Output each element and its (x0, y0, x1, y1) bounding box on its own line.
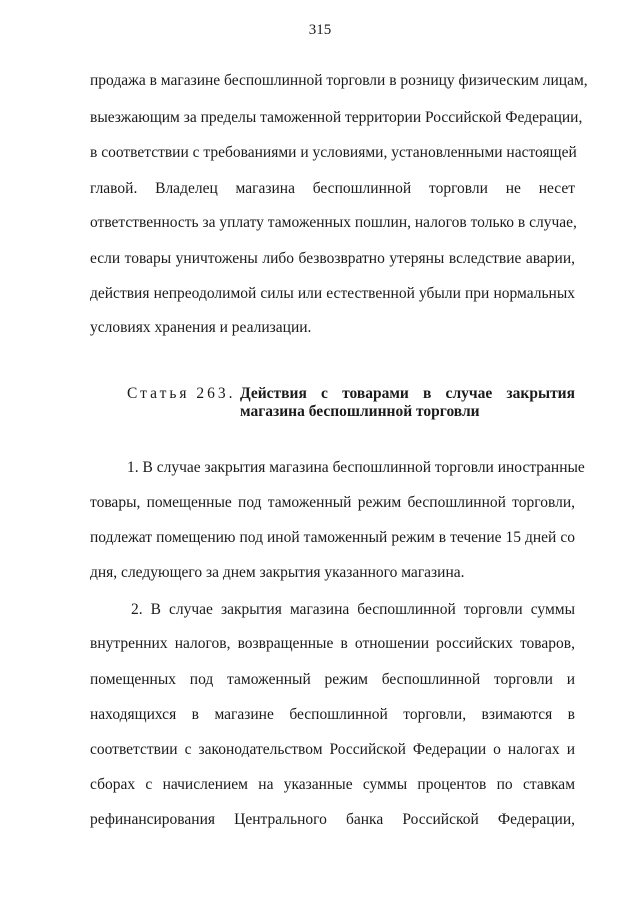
article-title (240, 385, 575, 421)
paragraph-line: рефинансирования Центрального банка Российской Федерации, (90, 811, 575, 828)
paragraph-line: сборах с начислением на указанные суммы процентов по ставкам (90, 776, 575, 793)
paragraph-line: в соответствии с требованиями и условиями, установленными настоящей (90, 144, 577, 161)
paragraph-line: главой. Владелец магазина беспошлинной торговли не несет (90, 180, 575, 197)
paragraph-line: действия непреодолимой силы или естественной убыли при нормальных (90, 285, 575, 302)
paragraph-line: соответствии с законодательством Российской Федерации о налогах и (90, 741, 575, 758)
paragraph-line: условиях хранения и реализации. (90, 319, 312, 336)
paragraph-line: 1. В случае закрытия магазина беспошлинной торговли иностранные (127, 459, 585, 476)
paragraph-line: выезжающим за пределы таможенной территории Российской Федерации, (90, 109, 583, 126)
paragraph-line: помещенных под таможенный режим беспошлинной торговли и (90, 671, 575, 688)
article-title-line: Действия с товарами в случае закрытия (240, 385, 575, 402)
paragraph-line: находящихся в магазине беспошлинной торговли, взимаются в (90, 706, 575, 723)
paragraph-line: подлежат помещению под иной таможенный режим в течение 15 дней со (90, 529, 575, 546)
paragraph-line: дня, следующего за днем закрытия указанного магазина. (90, 564, 465, 581)
paragraph-line: 2. В случае закрытия магазина беспошлинной торговли суммы (131, 601, 575, 618)
paragraph-line: товары, помещенные под таможенный режим беспошлинной торговли, (90, 494, 575, 511)
article-title-line: магазина беспошлинной торговли (240, 403, 480, 420)
paragraph-line: внутренних налогов, возвращенные в отношении российских товаров, (90, 635, 575, 652)
paragraph-line: ответственность за уплату таможенных пошлин, налогов только в случае, (90, 214, 577, 231)
paragraph-line: продажа в магазине беспошлинной торговли в розницу физическим лицам, (90, 72, 588, 89)
paragraph-line: если товары уничтожены либо безвозвратно утеряны вследствие аварии, (90, 250, 575, 267)
page-number: 315 (308, 22, 332, 38)
article-label: Статья 263. (127, 385, 236, 402)
